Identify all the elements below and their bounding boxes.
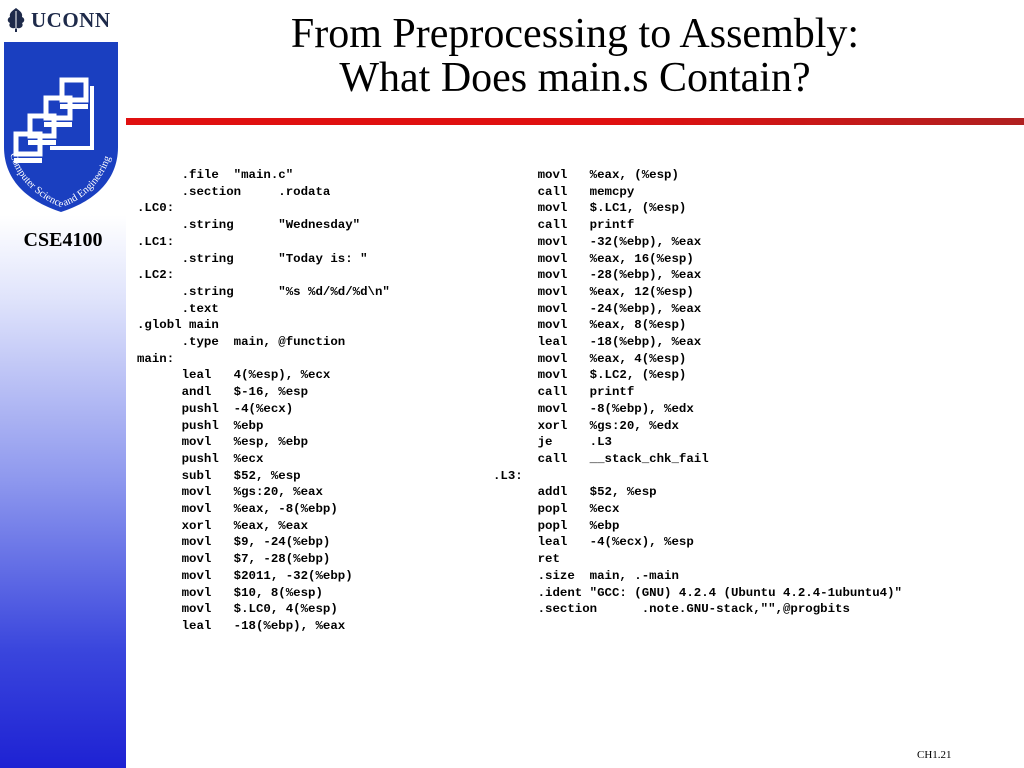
uconn-logo (5, 6, 120, 34)
uconn-wordmark: UCONN (31, 7, 111, 32)
title-divider (126, 118, 1024, 125)
networked-computers-icon (0, 42, 122, 212)
course-code: CSE4100 (23, 229, 103, 251)
assembly-listing-right: movl %eax, (%esp) call memcpy movl $.LC1, (%esp) call printf movl -32(%ebp), %eax movl %eax, 16(%esp) movl -28(%ebp), %eax movl %eax, 12(%esp) movl -24(%ebp), %eax movl %eax, 8(%esp) leal -18(%ebp), %eax movl %eax, 4(%esp) movl $.LC2, (%esp) call printf movl -8(%ebp), %edx xorl %gs:20, %edx je .L3 call __stack_chk_fail .L3: addl $52, %esp popl %ecx popl %ebp leal -4(%ecx), %esp ret .size main, .-main .ident "GCC: (GNU) 4.2.4 (Ubuntu 4.2.4-1ubuntu4)" .section .note.GNU-stack,"",@progbits (493, 168, 902, 617)
assembly-listing-left: .file "main.c" .section .rodata .LC0: .string "Wednesday" .LC1: .string "Today is: " .LC2: .string "%s %d/%d/%d\n" .text .globl main .type main, @function main: leal 4(%esp), %ecx andl $-16, %esp pushl -4(%ecx) pushl %ebp movl %esp, %ebp pushl %ecx subl $52, %esp movl %gs:20, %eax movl %eax, -8(%ebp) xorl %eax, %eax movl $9, -24(%ebp) movl $7, -28(%ebp) movl $2011, -32(%ebp) movl $10, 8(%esp) movl $.LC0, 4(%esp) leal -18(%ebp), %eax (137, 168, 390, 633)
oak-leaf-icon (5, 7, 27, 33)
department-name: Computer Science and Engineering (7, 151, 114, 211)
title-line-1: From Preprocessing to Assembly: (290, 11, 860, 57)
slide-number: CH1.21 (917, 749, 952, 761)
title-line-2: What Does main.s Contain? (339, 55, 811, 101)
sidebar (0, 0, 126, 768)
slide-title (126, 12, 1024, 100)
